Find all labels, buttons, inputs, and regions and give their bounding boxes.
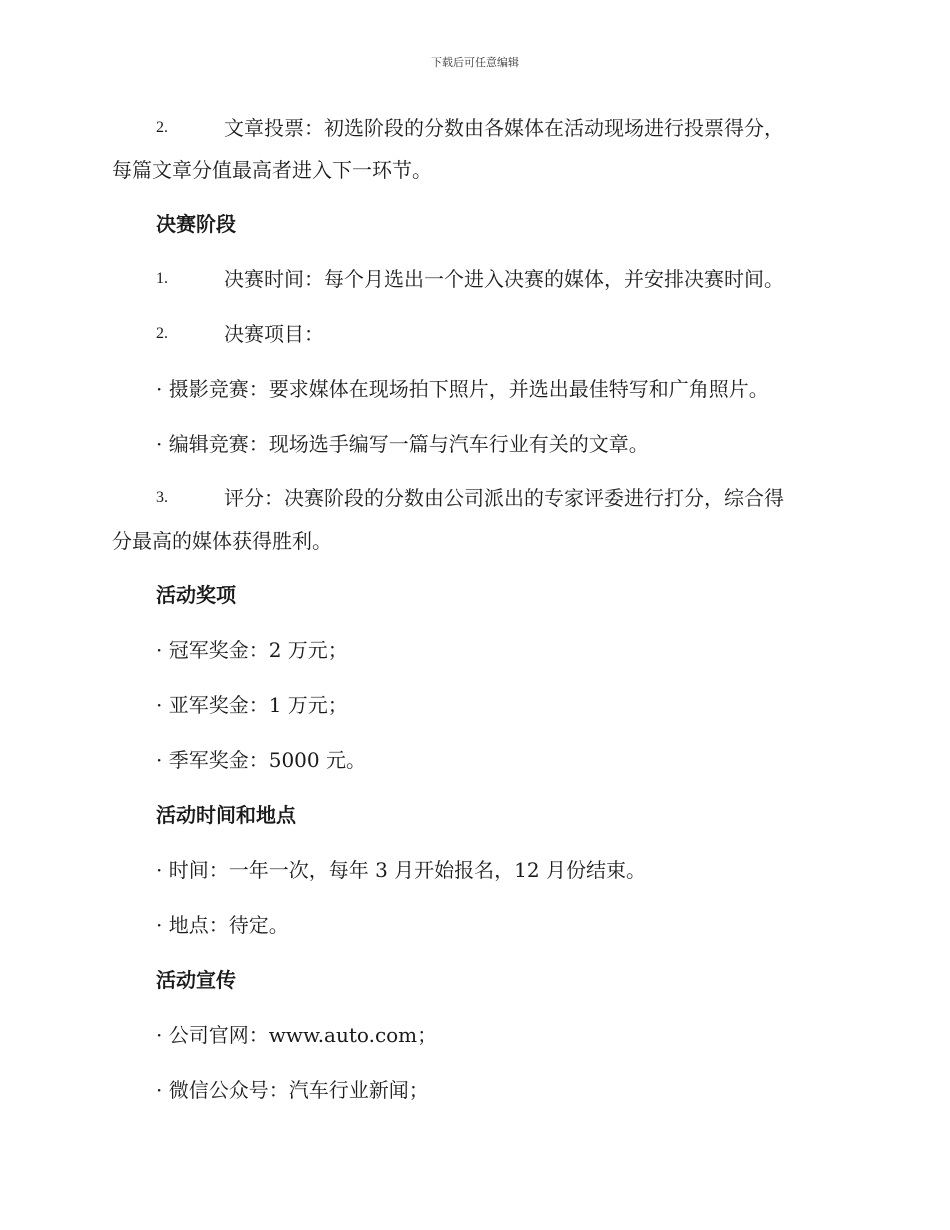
bullet-time: · 时间：一年一次，每年 3 月开始报名，12 月份结束。 <box>156 858 646 882</box>
item-text: 决赛时间：每个月选出一个进入决赛的媒体，并安排决赛时间。 <box>224 267 784 291</box>
bullet-photography: · 摄影竞赛：要求媒体在现场拍下照片，并选出最佳特写和广角照片。 <box>156 377 769 401</box>
section-heading-awards: 活动奖项 <box>156 583 236 607</box>
item-number: 2. <box>156 325 168 342</box>
page-header: 下载后可任意编辑 <box>431 56 519 69</box>
bullet-place: · 地点：待定。 <box>156 913 289 937</box>
item-text: 决赛项目： <box>224 322 324 346</box>
item-number: 2. <box>156 119 168 136</box>
item-text: 评分：决赛阶段的分数由公司派出的专家评委进行打分，综合得 <box>224 486 784 510</box>
section-heading-promotion: 活动宣传 <box>156 968 236 992</box>
item-text-continued: 分最高的媒体获得胜利。 <box>112 529 332 553</box>
bullet-champion-prize: · 冠军奖金：2 万元； <box>156 638 348 662</box>
item-text-continued: 每篇文章分值最高者进入下一环节。 <box>112 158 432 182</box>
section-heading-final: 决赛阶段 <box>156 212 236 236</box>
bullet-wechat: · 微信公众号：汽车行业新闻； <box>156 1078 429 1102</box>
bullet-editing: · 编辑竞赛：现场选手编写一篇与汽车行业有关的文章。 <box>156 432 649 456</box>
item-number: 3. <box>156 489 168 506</box>
item-text: 文章投票：初选阶段的分数由各媒体在活动现场进行投票得分， <box>224 116 784 140</box>
section-heading-time-place: 活动时间和地点 <box>156 803 296 827</box>
bullet-website: · 公司官网：www.auto.com； <box>156 1023 438 1047</box>
bullet-third-prize: · 季军奖金：5000 元。 <box>156 748 366 772</box>
item-number: 1. <box>156 270 168 287</box>
bullet-runnerup-prize: · 亚军奖金：1 万元； <box>156 693 348 717</box>
